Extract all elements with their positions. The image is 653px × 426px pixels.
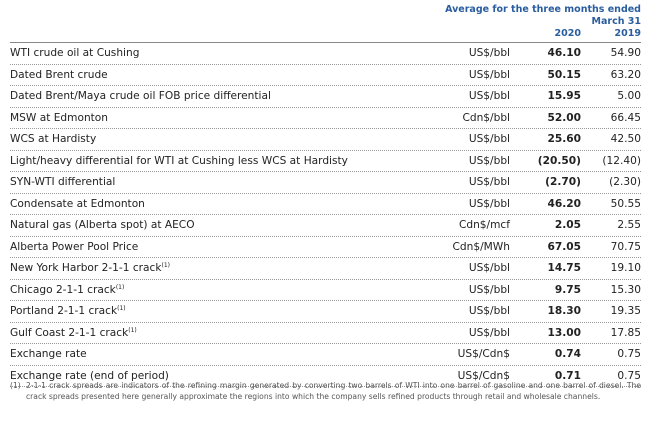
table-row xyxy=(10,86,641,108)
row-label xyxy=(10,86,271,107)
row-value-current: 25.60 xyxy=(547,133,581,145)
row-value-current: (20.50) xyxy=(537,154,581,167)
row-label-text: Portland 2-1-1 crack xyxy=(10,305,118,317)
row-label xyxy=(10,108,108,129)
row-label-text: Exchange rate (end of period) xyxy=(10,369,169,382)
row-value-prior: 0.75 xyxy=(617,348,641,360)
footnote xyxy=(10,381,641,402)
row-label xyxy=(10,301,126,322)
row-value-prior: 15.30 xyxy=(610,283,641,296)
row-value-current: 18.30 xyxy=(547,305,581,317)
table-row xyxy=(10,65,641,87)
row-label xyxy=(10,194,145,215)
period-header xyxy=(445,4,641,28)
row-unit: US$/bbl xyxy=(468,283,510,296)
table-row xyxy=(10,43,641,65)
year-header-row xyxy=(10,28,641,42)
row-value-prior: (2.30) xyxy=(609,176,641,188)
row-value-current: 14.75 xyxy=(547,262,581,274)
row-label xyxy=(10,43,139,64)
price-table xyxy=(10,43,641,387)
row-unit: US$/bbl xyxy=(468,197,510,210)
table-row xyxy=(10,280,641,302)
row-value-prior: (12.40) xyxy=(602,154,641,167)
row-label-text: WTI crude oil at Cushing xyxy=(10,47,140,59)
table-row xyxy=(10,129,641,151)
row-label xyxy=(10,65,108,86)
row-label-text: Dated Brent crude xyxy=(10,68,108,81)
row-value-current: 0.71 xyxy=(554,369,581,382)
row-value-current: 9.75 xyxy=(554,283,581,296)
row-value-prior: 42.50 xyxy=(610,133,641,145)
table-row xyxy=(10,194,641,216)
row-unit: Cdn$/mcf xyxy=(458,219,510,231)
row-unit: US$/Cdn$ xyxy=(457,369,510,382)
footnote-marker: (1) xyxy=(10,381,21,390)
row-label xyxy=(10,129,96,150)
row-unit: US$/bbl xyxy=(468,176,510,188)
row-value-prior: 2.55 xyxy=(617,219,641,231)
row-value-prior: 17.85 xyxy=(610,326,641,339)
row-unit: US$/bbl xyxy=(468,326,510,339)
table-row xyxy=(10,172,641,194)
row-value-current: 13.00 xyxy=(547,326,581,339)
table-row xyxy=(10,237,641,259)
row-label-text: Dated Brent/Maya crude oil FOB price differential xyxy=(10,90,271,102)
table-row xyxy=(10,323,641,345)
row-unit: US$/bbl xyxy=(468,47,510,59)
period-header-line2: March 31 xyxy=(591,16,641,27)
row-unit: Cdn$/bbl xyxy=(462,111,510,124)
row-value-prior: 54.90 xyxy=(610,47,641,59)
row-unit: US$/bbl xyxy=(468,90,510,102)
row-value-current: 0.74 xyxy=(554,348,581,360)
table-row xyxy=(10,215,641,237)
row-value-current: 67.05 xyxy=(547,240,581,253)
footnote-reference: (1) xyxy=(117,305,126,312)
row-value-current: 52.00 xyxy=(547,111,581,124)
row-label-text: SYN-WTI differential xyxy=(10,176,116,188)
row-label-text: WCS at Hardisty xyxy=(10,133,97,145)
row-label-text: Gulf Coast 2-1-1 crack xyxy=(10,326,129,339)
year-prior-header: 2019 xyxy=(614,28,641,39)
row-label-text: Exchange rate xyxy=(10,348,87,360)
row-label xyxy=(10,323,137,344)
row-label xyxy=(10,172,115,193)
footnote-reference: (1) xyxy=(128,326,137,334)
row-value-current: 46.10 xyxy=(547,47,581,59)
row-value-prior: 0.75 xyxy=(617,369,641,382)
row-unit: US$/Cdn$ xyxy=(457,348,510,360)
row-label-text: MSW at Edmonton xyxy=(10,111,109,124)
row-unit: US$/bbl xyxy=(468,154,510,167)
row-label xyxy=(10,215,195,236)
row-value-current: 46.20 xyxy=(547,197,581,210)
period-header-line1: Average for the three months ended xyxy=(445,4,641,15)
row-label xyxy=(10,237,138,258)
table-row xyxy=(10,344,641,366)
row-label-text: Chicago 2-1-1 crack xyxy=(10,283,116,296)
row-unit: US$/bbl xyxy=(468,305,510,317)
row-label-text: New York Harbor 2-1-1 crack xyxy=(10,262,162,274)
row-label xyxy=(10,258,170,279)
row-unit: US$/bbl xyxy=(468,262,510,274)
table-row xyxy=(10,301,641,323)
row-label-text: Condensate at Edmonton xyxy=(10,197,145,210)
footnote-text: 2-1-1 crack spreads are indicators of the refining margin generated by converting two barrels of WTI into one barrel of gasoline and one barrel of diesel. The crack spreads presented here generally approximate the regions into which the company sells refined products through retail and wholesale channels. xyxy=(26,381,641,401)
row-label-text: Natural gas (Alberta spot) at AECO xyxy=(10,219,195,231)
row-unit: US$/bbl xyxy=(468,133,510,145)
table-row xyxy=(10,108,641,130)
row-value-prior: 5.00 xyxy=(617,90,641,102)
row-label xyxy=(10,151,348,172)
row-value-prior: 50.55 xyxy=(610,197,641,210)
row-value-prior: 66.45 xyxy=(610,111,641,124)
row-unit: Cdn$/MWh xyxy=(452,240,510,253)
row-unit: US$/bbl xyxy=(468,68,510,81)
row-label-text: Alberta Power Pool Price xyxy=(10,240,139,253)
row-value-current: 2.05 xyxy=(554,219,581,231)
table-row xyxy=(10,151,641,173)
year-current-header: 2020 xyxy=(554,28,581,39)
row-value-prior: 19.35 xyxy=(610,305,641,317)
row-value-prior: 19.10 xyxy=(610,262,641,274)
row-label xyxy=(10,344,87,365)
row-value-current: (2.70) xyxy=(545,176,581,188)
row-value-prior: 63.20 xyxy=(610,68,641,81)
row-value-prior: 70.75 xyxy=(610,240,641,253)
row-value-current: 50.15 xyxy=(547,68,581,81)
row-label-text: Light/heavy differential for WTI at Cushing less WCS at Hardisty xyxy=(10,154,348,167)
table-row xyxy=(10,258,641,280)
footnote-reference: (1) xyxy=(115,283,125,291)
footnote-reference: (1) xyxy=(161,262,170,269)
row-label xyxy=(10,280,124,301)
row-value-current: 15.95 xyxy=(547,90,581,102)
